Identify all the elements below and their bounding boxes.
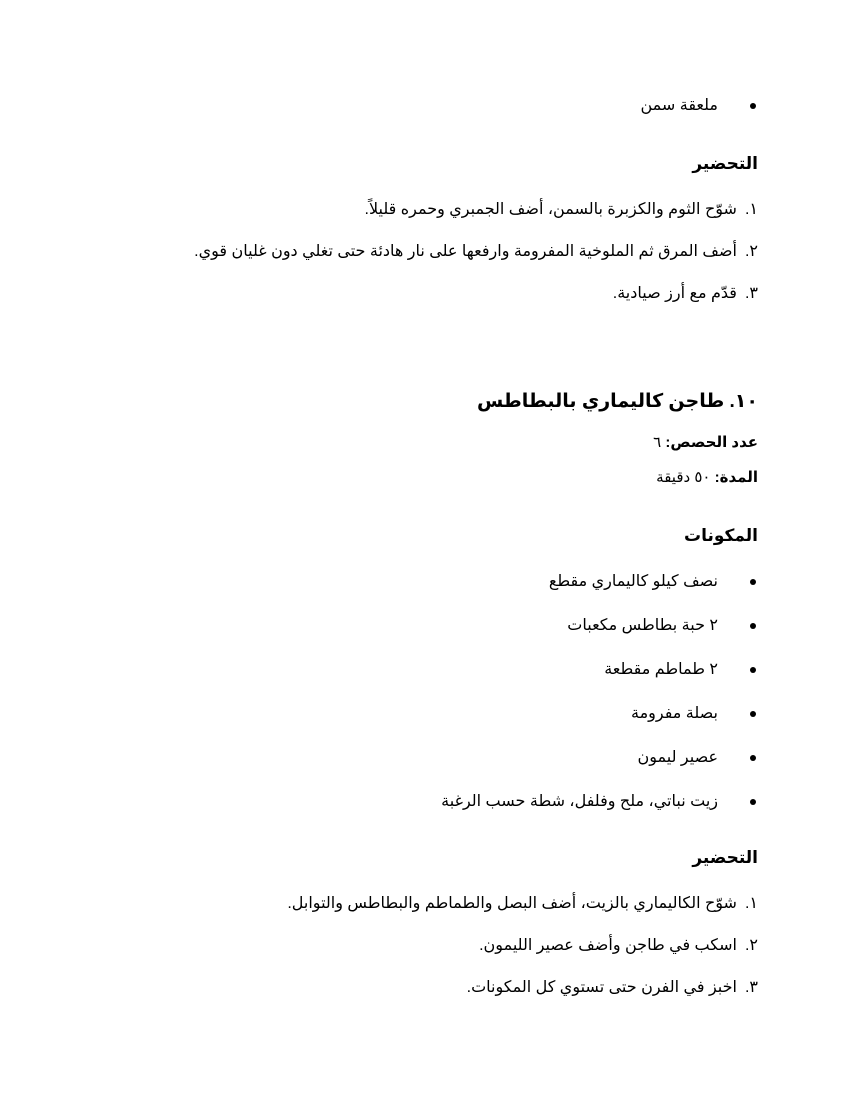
ingredient-text: ٢ طماطم مقطعة	[604, 661, 718, 678]
step-item	[78, 242, 758, 262]
step-number: ٣.	[744, 285, 758, 302]
prep-heading-2: التحضير	[692, 848, 758, 867]
step-text: أضف المرق ثم الملوخية المفرومة وارفعها على نار هادئة حتى تغلي دون غليان قوي.	[194, 243, 737, 260]
step-text: اخبز في الفرن حتى تستوي كل المكونات.	[466, 979, 737, 996]
step-text: قدّم مع أرز صيادية.	[612, 285, 737, 302]
servings-label: عدد الحصص:	[665, 434, 758, 451]
ingredient-item	[78, 704, 758, 724]
bullet-icon	[750, 755, 756, 761]
top-ingredients-list	[78, 96, 758, 116]
step-item	[78, 200, 758, 220]
step-item	[78, 894, 758, 914]
servings-value: ٦	[653, 434, 662, 451]
bullet-icon	[750, 103, 756, 109]
ingredient-item	[78, 792, 758, 812]
ingredient-item	[78, 748, 758, 768]
duration-value: ٥٠ دقيقة	[656, 469, 711, 486]
steps-1-block	[78, 200, 758, 304]
bullet-icon	[750, 579, 756, 585]
step-item	[78, 284, 758, 304]
ingredients-list	[78, 572, 758, 812]
ingredient-item	[78, 660, 758, 680]
bullet-icon	[750, 711, 756, 717]
prep-heading-1: التحضير	[692, 154, 758, 173]
ingredients-block	[78, 572, 758, 812]
ingredient-text: ٢ حبة بطاطس مكعبات	[567, 617, 718, 634]
servings-line	[78, 433, 758, 453]
top-ingredients-block	[78, 96, 758, 116]
step-text: اسكب في طاجن وأضف عصير الليمون.	[479, 937, 737, 954]
duration-label: المدة:	[714, 469, 758, 486]
bullet-icon	[750, 799, 756, 805]
step-text: شوّح الكاليماري بالزيت، أضف البصل والطماطم والبطاطس والتوابل.	[287, 895, 737, 912]
step-number: ٣.	[744, 979, 758, 996]
ingredient-text: ملعقة سمن	[640, 97, 718, 114]
steps-2-block	[78, 894, 758, 998]
step-item	[78, 936, 758, 956]
steps-1-list	[78, 200, 758, 304]
ingredient-text: عصير ليمون	[637, 749, 718, 766]
bullet-icon	[750, 667, 756, 673]
step-text: شوّح الثوم والكزبرة بالسمن، أضف الجمبري وحمره قليلاً.	[364, 201, 737, 218]
steps-2-list	[78, 894, 758, 998]
step-item	[78, 978, 758, 998]
ingredient-text: زيت نباتي، ملح وفلفل، شطة حسب الرغبة	[441, 793, 718, 810]
ingredient-item	[78, 572, 758, 592]
recipe-title: ١٠. طاجن كاليماري بالبطاطس	[477, 391, 758, 412]
ingredient-item	[78, 96, 758, 116]
ingredient-text: بصلة مفرومة	[630, 705, 718, 722]
duration-line	[78, 468, 758, 488]
ingredients-heading: المكونات	[683, 526, 758, 545]
step-number: ٢.	[744, 937, 758, 954]
step-number: ١.	[744, 895, 758, 912]
bullet-icon	[750, 623, 756, 629]
ingredient-text: نصف كيلو كاليماري مقطع	[548, 573, 718, 590]
ingredient-item	[78, 616, 758, 636]
step-number: ١.	[744, 201, 758, 218]
step-number: ٢.	[744, 243, 758, 260]
